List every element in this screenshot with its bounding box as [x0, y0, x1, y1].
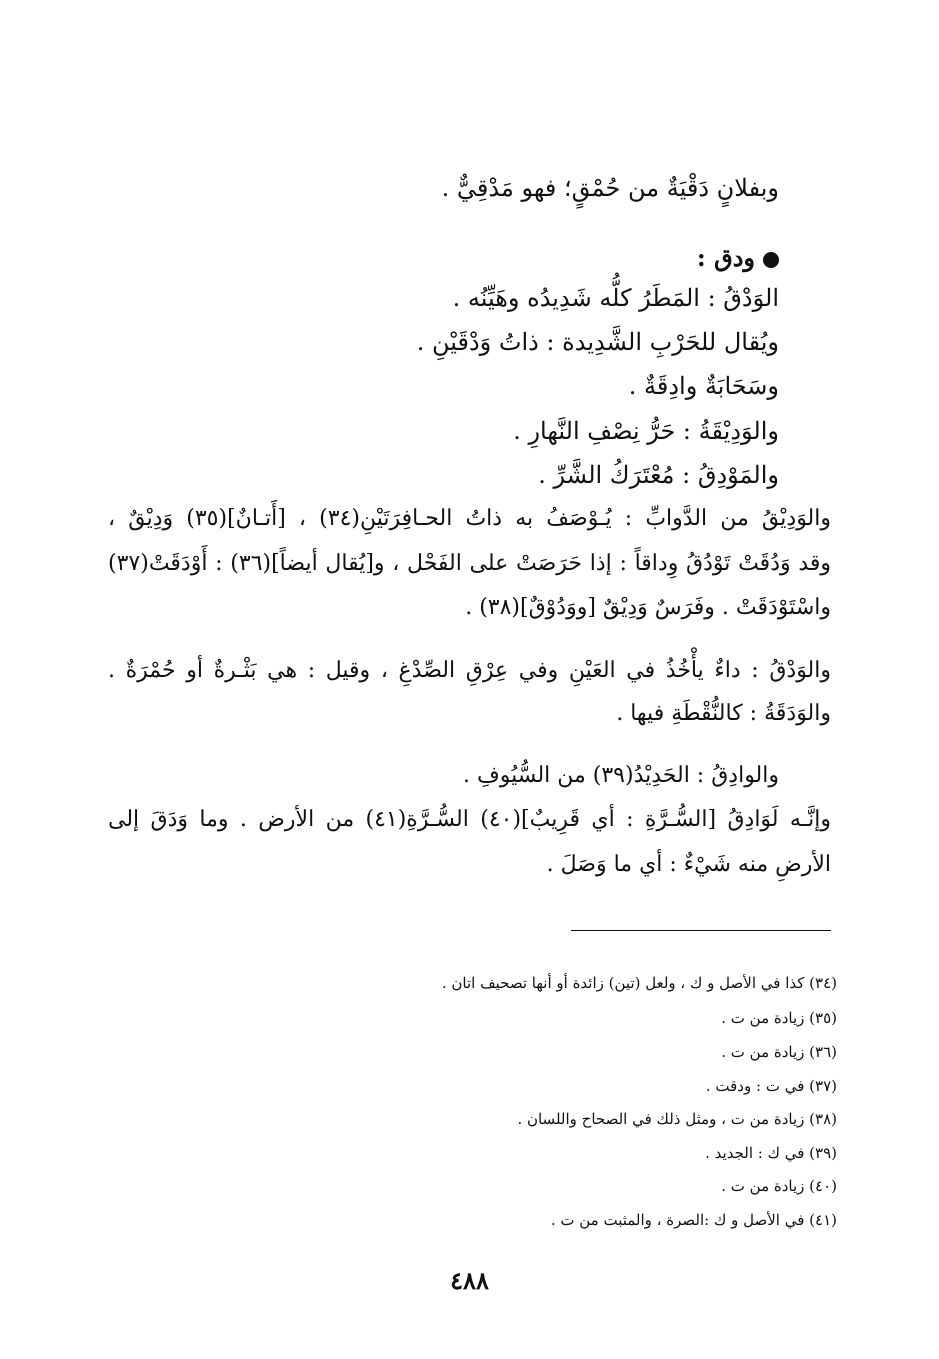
paragraph-line: والوَدْقُ : داءٌ يأْخُذُ في العَيْنِ وفي عِرْقِ الصِّدْغِ ، وقيل : هي بَثْـرةٌ أو حُمْرَةٌ .: [108, 658, 831, 683]
paragraph-line: والوَدِيْقُ من الدَّوابِّ : يُـوْصَفُ به ذاتُ الحـافِرَتَيْنِ(٣٤) ، [أَتـانٌ](٣٥) وَدِيْقٌ ،: [108, 506, 832, 531]
footnote-separator: [571, 930, 831, 931]
footnote: (٣٨) زيادة من ت ، ومثل ذلك في الصحاح واللسان .: [517, 1110, 837, 1128]
bullet-icon: [763, 252, 779, 268]
footnote: (٣٤) كذا في الأصل و ك ، ولعل (تين) زائدة أو أنها تصحيف اتان .: [441, 974, 837, 992]
opening-line: وبفلانٍ دَقْيَةٌ من حُمْقٍ؛ فهو مَدْقِيٌّ .: [441, 174, 779, 202]
entry-heading: [697, 238, 779, 278]
footnote: (٤١) في الأصل و ك :الصرة ، والمثبت من ت .: [550, 1211, 837, 1229]
footnote: (٣٥) زيادة من ت .: [721, 1009, 837, 1027]
paragraph-line: وقد وَدُقَتْ تَوْدُقُ وِداقاً : إذا حَرَصَتْ على الفَحْل ، و[يُقال أيضاً](٣٦) : أَوْدَقَتْ(٣٧): [108, 551, 832, 576]
entry-heading-text: ودق :: [696, 243, 755, 272]
paragraph-line: والوادِقُ : الحَدِيْدُ(٣٩) من السُّيُوفِ .: [463, 763, 779, 788]
paragraph-line: والوَدَقَةُ : كالنُّقْطَةِ فيها .: [616, 701, 831, 726]
footnote: (٣٦) زيادة من ت .: [721, 1043, 837, 1061]
text-line: والوَدِيْقَةُ : حَرُّ نِصْفِ النَّهارِ .: [513, 417, 779, 445]
footnote: (٤٠) زيادة من ت .: [721, 1177, 837, 1195]
paragraph-line: واسْتَوْدَقَتْ . وفَرَسٌ وَدِيْقٌ [ووَدُوْقٌ](٣٨) .: [465, 595, 831, 620]
text-line: ويُقال للحَرْبِ الشَّدِيدة : ذاتُ وَدْقَيْنِ .: [416, 328, 779, 356]
page-number: ٤٨٨: [450, 1266, 489, 1295]
footnote: (٣٧) في ت : ودقت .: [705, 1077, 837, 1095]
paragraph-line: وإنَّـه لَوَادِقُ [السُّـرَّةِ : أي قَرِيبٌ](٤٠) السُّـرَّةِ(٤١) من الأرض . وما وَدَقَ إلى: [108, 807, 831, 832]
paragraph-line: الأرضِ منه شَيْءٌ : أي ما وَصَلَ .: [546, 852, 831, 877]
text-line: والمَوْدِقُ : مُعْتَرَكُ الشَّرِّ .: [538, 461, 779, 489]
text-line: الوَدْقُ : المَطَرُ كلُّه شَدِيدُه وهَيِّنُه .: [452, 284, 779, 312]
footnote: (٣٩) في ك : الجديد .: [705, 1144, 837, 1162]
text-line: وسَحَابَةٌ وادِقَةٌ .: [628, 372, 779, 400]
